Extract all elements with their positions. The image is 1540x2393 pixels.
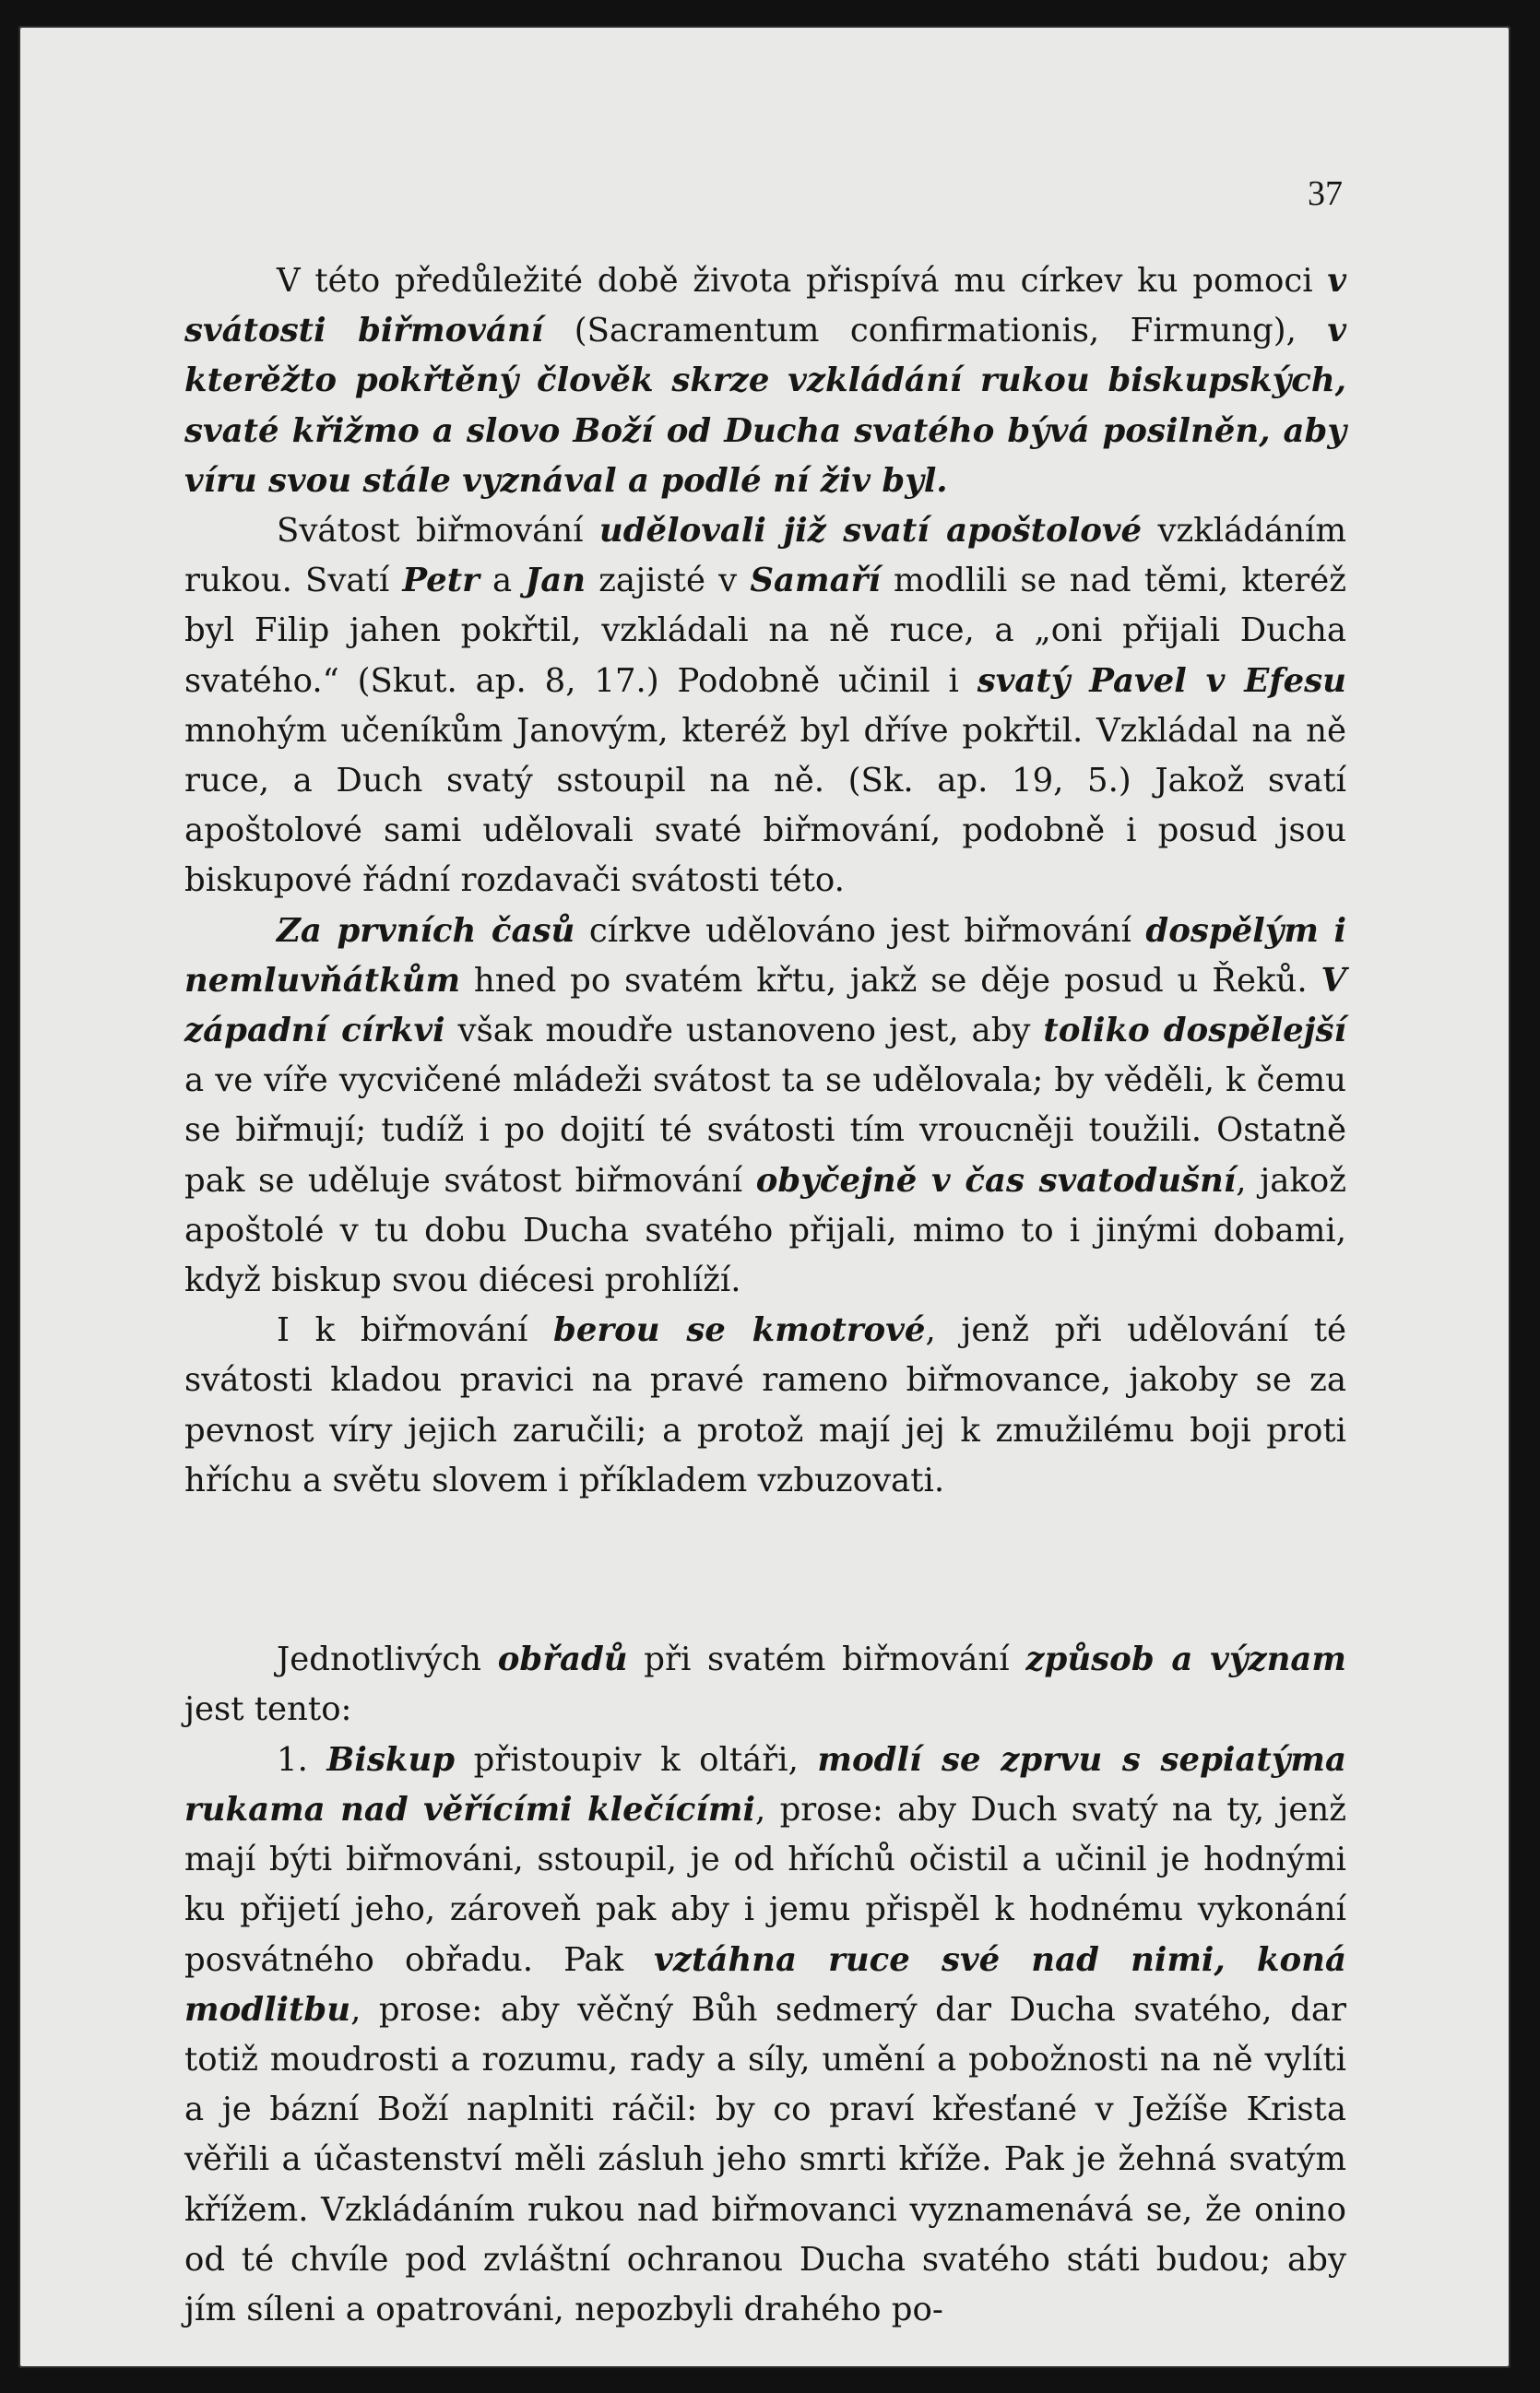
paragraph-3 bbox=[184, 906, 1346, 1307]
text-run: zajisté v bbox=[586, 562, 751, 600]
text-run: při svatém biřmování bbox=[627, 1641, 1026, 1679]
text-run: přistoupiv k oltáři, bbox=[455, 1740, 818, 1779]
text-run: , prose: aby Duch svatý na ty, jenž mají býti biřmováni, sstoupil, je od hříchů očistil a učinil je hodnými ku přijetí jeho, zároveň pak aby i jemu přispěl k hodnému vykonání posvátného obřadu. Pak bbox=[184, 1790, 1346, 1979]
emphasis-run: obyčejně v čas svatodušní bbox=[755, 1161, 1237, 1200]
text-run: církve udělováno jest biřmování bbox=[575, 911, 1146, 950]
text-run: a bbox=[479, 562, 526, 600]
text-run: vzkládáním rukou. Svatí bbox=[184, 512, 1347, 600]
emphasis-run: udělovali již svatí apoštolové bbox=[598, 512, 1143, 551]
emphasis-run: v kterěžto pokřtěný člověk skrze vzkládání rukou biskupských, svaté křižmo a slovo Boží od Ducha svatého bývá posilněn, aby víru svou stále vyznával a podlé ní živ byl. bbox=[184, 312, 1347, 500]
emphasis-run: Za prvních časů bbox=[277, 911, 575, 950]
paragraph-2 bbox=[184, 506, 1346, 906]
text-run: , prose: aby věčný Bůh sedmerý dar Ducha svatého, dar totiž moudrosti a rozumu, rady a síly, umění a pobožnosti na ně vylíti a je bázní Boží naplniti ráčil: by co praví křesťané v Ježíše Krista věřili a účastenství měli zásluh jeho smrti kříže. Pak je žehná svatým křížem. Vzkládáním rukou nad biřmovanci vyznamenává se, že onino od té chvíle pod zvláštní ochranou Ducha svatého státi budou; aby jím síleni a opatrováni, nepozbyli drahého po- bbox=[184, 1990, 1346, 2328]
text-run: a ve víře vycvičené mládeži svátost ta se udělovala; by věděli, k čemu se biřmují; tudíž i po dojití té svátosti tím vroucněji toužili. Ostatně pak se uděluje svátost biřmování bbox=[184, 1061, 1346, 1200]
text-run: I k biřmování bbox=[277, 1311, 553, 1350]
section-heading bbox=[184, 1552, 1346, 1602]
emphasis-run: Samaří bbox=[750, 562, 881, 600]
emphasis-run: v svátosti biřmování bbox=[184, 262, 1346, 350]
emphasis-run: vztáhna ruce své nad nimi, koná modlitbu bbox=[184, 1940, 1346, 2029]
body-text bbox=[184, 256, 1346, 2335]
emphasis-run: dospělým i nemluvňátkům bbox=[184, 911, 1346, 1000]
paragraph-6 bbox=[184, 1736, 1346, 2335]
emphasis-run: způsob a význam bbox=[1025, 1641, 1346, 1679]
text-run: V této předůležité době života přispívá mu církev ku pomoci bbox=[277, 262, 1328, 300]
emphasis-run: berou se kmotrové bbox=[553, 1311, 926, 1350]
emphasis-run: Biskup bbox=[326, 1740, 456, 1779]
book-page bbox=[18, 26, 1510, 2368]
emphasis-run: obřadů bbox=[497, 1641, 628, 1679]
paragraph-4 bbox=[184, 1306, 1346, 1506]
text-run: , jakož apoštolé v tu dobu Ducha svatého přijali, mimo to i jinými dobami, když biskup svou diécesi prohlíží. bbox=[184, 1161, 1346, 1300]
paragraph-5 bbox=[184, 1635, 1346, 1735]
emphasis-run: Petr bbox=[402, 562, 480, 600]
page-number: 37 bbox=[1308, 174, 1343, 213]
text-run: mnohým učeníkům Janovým, kteréž byl dříve pokřtil. Vzkládal na ně ruce, a Duch svatý sstoupil na ně. (Sk. ap. 19, 5.) Jakož svatí apoštolové sami udělovali svaté biřmování, podobně i posud jsou biskupové řádní rozdavači svátosti této. bbox=[184, 711, 1346, 900]
emphasis-run: modlí se zprvu s sepiatýma rukama nad věřícími klečícími bbox=[184, 1740, 1346, 1829]
emphasis-run: toliko dospělejší bbox=[1043, 1012, 1346, 1050]
text-run: jest tento: bbox=[184, 1690, 352, 1729]
paragraph-1 bbox=[184, 256, 1346, 506]
text-run: Svátost biřmování bbox=[277, 512, 599, 551]
text-run: (Sacramentum confirmationis, Firmung), bbox=[543, 312, 1328, 350]
text-run: 1. bbox=[277, 1740, 327, 1779]
emphasis-run: Jan bbox=[525, 562, 586, 600]
text-run: Jednotlivých bbox=[277, 1641, 498, 1679]
text-run: , jenž při udělování té svátosti kladou pravici na pravé rameno biřmovance, jakoby se za pevnost víry jejich zaručili; a protož mají jej k zmužilému boji proti hříchu a světu slovem i příkladem vzbuzovati. bbox=[184, 1311, 1346, 1499]
text-run: hned po svatém křtu, jakž se děje posud u Řeků. bbox=[460, 961, 1321, 1000]
emphasis-run: V západní církvi bbox=[184, 961, 1346, 1050]
emphasis-run: svatý Pavel v Efesu bbox=[977, 661, 1346, 700]
text-run: modlili se nad těmi, kteréž byl Filip jahen pokřtil, vzkládali na ně ruce, a „oni přijali Ducha svatého.“ (Skut. ap. 8, 17.) Podobně učinil i bbox=[184, 562, 1346, 700]
text-run: však moudře ustanoveno jest, aby bbox=[444, 1012, 1044, 1050]
